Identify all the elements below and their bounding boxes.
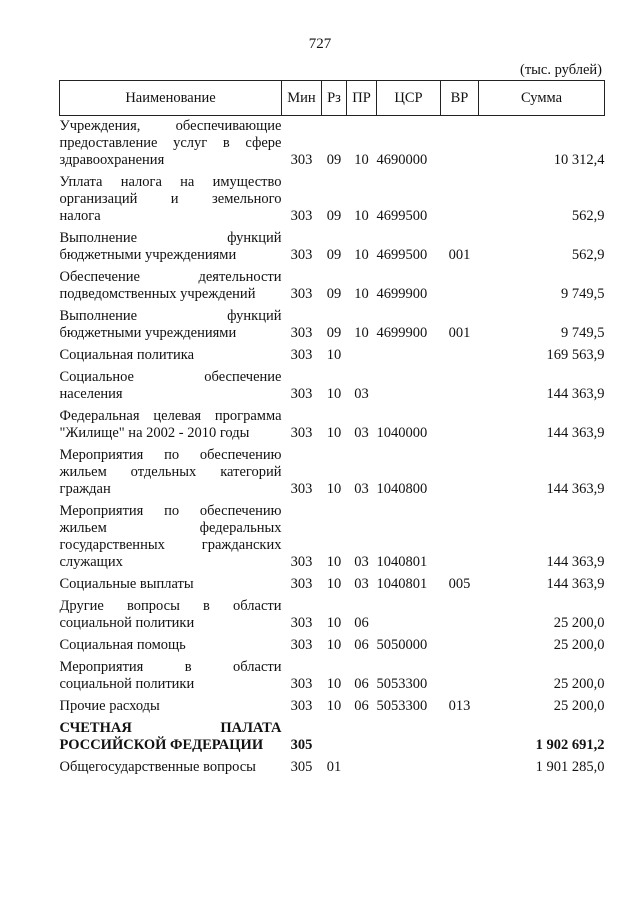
cell-csr [377, 367, 441, 406]
cell-name-line: Социальная помощь [59, 637, 186, 653]
cell-rz: 10 [326, 347, 342, 363]
cell-name [60, 635, 282, 657]
cell-vr [441, 345, 479, 367]
cell-name-line: здравоохранения [59, 152, 165, 168]
cell-name [60, 657, 282, 696]
cell-name-line: жильем федеральных [59, 520, 282, 536]
cell-sum: 169 563,9 [546, 347, 605, 363]
cell-sum: 10 312,4 [553, 152, 605, 168]
cell-name-line: Мероприятия по обеспечению [59, 503, 282, 519]
cell-csr: 5050000 [376, 637, 428, 653]
cell-name [60, 501, 282, 574]
cell-csr [377, 718, 441, 757]
cell-min: 303 [290, 481, 313, 497]
cell-name-line: Прочие расходы [59, 698, 160, 714]
cell-name-line: Мероприятия по обеспечению [59, 447, 282, 463]
cell-csr: 4699900 [376, 286, 428, 302]
cell-name-line: бюджетными учреждениями [59, 325, 237, 341]
cell-sum: 144 363,9 [546, 576, 605, 592]
cell-name [60, 574, 282, 596]
cell-name-line: Социальные выплаты [59, 576, 194, 592]
cell-min: 305 [290, 759, 313, 775]
table-row [60, 306, 605, 345]
cell-vr [441, 596, 479, 635]
cell-pr: 06 [354, 637, 369, 653]
header-vr: ВР [441, 81, 479, 116]
cell-name [60, 267, 282, 306]
cell-csr [377, 596, 441, 635]
cell-name [60, 367, 282, 406]
cell-pr: 03 [354, 386, 369, 402]
cell-sum: 1 902 691,2 [535, 737, 605, 753]
cell-pr: 06 [354, 615, 369, 631]
cell-name-line: Выполнение функций [59, 230, 282, 246]
cell-vr: 005 [448, 576, 471, 592]
table-row [60, 445, 605, 501]
cell-name-line: Обеспечение деятельности [59, 269, 282, 285]
cell-pr: 06 [354, 698, 369, 714]
table-row [60, 635, 605, 657]
cell-csr: 1040801 [376, 554, 428, 570]
cell-pr: 06 [354, 676, 369, 692]
cell-csr [377, 345, 441, 367]
cell-csr: 5053300 [376, 698, 428, 714]
table-row [60, 172, 605, 228]
cell-sum: 9 749,5 [561, 325, 605, 341]
cell-csr: 1040801 [376, 576, 428, 592]
cell-vr: 001 [448, 247, 471, 263]
cell-name-line: Уплата налога на имущество [59, 174, 282, 190]
budget-table [59, 80, 605, 779]
table-row [60, 367, 605, 406]
cell-pr [347, 345, 377, 367]
cell-csr: 4699900 [376, 325, 428, 341]
cell-vr [441, 757, 479, 779]
cell-rz: 09 [326, 325, 342, 341]
cell-rz: 10 [326, 637, 342, 653]
cell-min: 303 [290, 208, 313, 224]
header-rz: Рз [322, 81, 347, 116]
cell-name-line: социальной политики [59, 615, 195, 631]
cell-vr [441, 445, 479, 501]
cell-rz: 10 [326, 554, 342, 570]
cell-name-line: РОССИЙСКОЙ ФЕДЕРАЦИИ [59, 737, 264, 753]
cell-name-line: населения [59, 386, 123, 402]
cell-name [60, 757, 282, 779]
cell-name-line: граждан [59, 481, 111, 497]
cell-min: 303 [290, 637, 313, 653]
cell-pr: 10 [354, 208, 369, 224]
cell-min: 303 [290, 347, 313, 363]
cell-name-line: Выполнение функций [59, 308, 282, 324]
cell-sum: 25 200,0 [553, 676, 605, 692]
header-sum: Сумма [479, 81, 605, 116]
table-row [60, 696, 605, 718]
cell-sum: 25 200,0 [553, 615, 605, 631]
cell-name-line: социальной политики [59, 676, 195, 692]
cell-name [60, 345, 282, 367]
cell-pr: 10 [354, 286, 369, 302]
header-csr: ЦСР [377, 81, 441, 116]
cell-min: 303 [290, 286, 313, 302]
cell-name-line: Федеральная целевая программа [59, 408, 282, 424]
cell-sum: 25 200,0 [553, 698, 605, 714]
cell-vr [441, 635, 479, 657]
cell-sum: 9 749,5 [561, 286, 605, 302]
cell-rz: 10 [326, 481, 342, 497]
cell-rz: 10 [326, 615, 342, 631]
cell-csr: 4690000 [376, 152, 428, 168]
cell-vr [441, 406, 479, 445]
cell-sum: 562,9 [571, 208, 605, 224]
cell-vr: 013 [448, 698, 471, 714]
table-row [60, 718, 605, 757]
cell-min: 303 [290, 615, 313, 631]
cell-name [60, 406, 282, 445]
cell-vr [441, 367, 479, 406]
cell-vr [441, 116, 479, 173]
cell-pr: 03 [354, 576, 369, 592]
table-row [60, 501, 605, 574]
cell-pr: 03 [354, 481, 369, 497]
cell-min: 303 [290, 676, 313, 692]
cell-name-line: Другие вопросы в области [59, 598, 282, 614]
cell-rz [322, 718, 347, 757]
cell-name [60, 596, 282, 635]
cell-pr [347, 718, 377, 757]
header-name: Наименование [60, 81, 282, 116]
cell-sum: 144 363,9 [546, 425, 605, 441]
cell-rz: 10 [326, 698, 342, 714]
cell-sum: 144 363,9 [546, 554, 605, 570]
cell-min: 303 [290, 247, 313, 263]
cell-name-line: организаций и земельного [59, 191, 282, 207]
cell-vr: 001 [448, 325, 471, 341]
cell-name-line: Социальная политика [59, 347, 195, 363]
cell-rz: 09 [326, 247, 342, 263]
cell-name-line: Общегосударственные вопросы [59, 759, 256, 775]
cell-rz: 09 [326, 208, 342, 224]
cell-rz: 10 [326, 676, 342, 692]
cell-name-line: служащих [59, 554, 123, 570]
cell-csr: 4699500 [376, 208, 428, 224]
cell-name-line: Мероприятия в области [59, 659, 282, 675]
cell-name [60, 116, 282, 173]
cell-rz: 09 [326, 152, 342, 168]
table-header-row [60, 81, 605, 116]
cell-name [60, 228, 282, 267]
cell-name-line: жильем отдельных категорий [59, 464, 282, 480]
cell-name-line: предоставление услуг в сфере [59, 135, 282, 151]
cell-name-line: СЧЕТНАЯ ПАЛАТА [59, 720, 282, 736]
table-body [60, 116, 605, 780]
table-row [60, 267, 605, 306]
cell-rz: 10 [326, 386, 342, 402]
cell-name-line: государственных гражданских [59, 537, 282, 553]
cell-name-line: налога [59, 208, 101, 224]
cell-name-line: бюджетными учреждениями [59, 247, 237, 263]
cell-rz: 10 [326, 425, 342, 441]
cell-min: 303 [290, 576, 313, 592]
table-row [60, 228, 605, 267]
cell-sum: 1 901 285,0 [535, 759, 605, 775]
cell-sum: 25 200,0 [553, 637, 605, 653]
cell-csr: 1040000 [376, 425, 428, 441]
header-pr: ПР [347, 81, 377, 116]
cell-name-line: подведомственных учреждений [59, 286, 256, 302]
cell-csr: 4699500 [376, 247, 428, 263]
cell-sum: 562,9 [571, 247, 605, 263]
cell-vr [441, 657, 479, 696]
cell-pr: 10 [354, 247, 369, 263]
cell-name-line: Учреждения, обеспечивающие [59, 118, 282, 134]
cell-csr [377, 757, 441, 779]
cell-pr: 03 [354, 425, 369, 441]
page-number: 727 [308, 36, 332, 52]
cell-min: 303 [290, 425, 313, 441]
cell-pr [347, 757, 377, 779]
cell-csr: 5053300 [376, 676, 428, 692]
table-row [60, 116, 605, 173]
cell-vr [441, 267, 479, 306]
cell-pr: 10 [354, 152, 369, 168]
cell-min: 305 [290, 737, 313, 753]
cell-csr: 1040800 [376, 481, 428, 497]
cell-min: 303 [290, 325, 313, 341]
table-row [60, 657, 605, 696]
cell-rz: 09 [326, 286, 342, 302]
cell-name [60, 696, 282, 718]
table-row [60, 574, 605, 596]
cell-vr [441, 172, 479, 228]
cell-sum: 144 363,9 [546, 481, 605, 497]
table-row [60, 406, 605, 445]
cell-min: 303 [290, 554, 313, 570]
cell-vr [441, 718, 479, 757]
cell-sum: 144 363,9 [546, 386, 605, 402]
cell-min: 303 [290, 698, 313, 714]
cell-min: 303 [290, 152, 313, 168]
table-row [60, 757, 605, 779]
cell-pr: 03 [354, 554, 369, 570]
cell-name-line: Социальное обеспечение [59, 369, 282, 385]
table-row [60, 345, 605, 367]
cell-rz: 01 [326, 759, 342, 775]
cell-name [60, 172, 282, 228]
cell-rz: 10 [326, 576, 342, 592]
cell-name [60, 445, 282, 501]
units-label: (тыс. рублей) [520, 62, 602, 78]
header-min: Мин [282, 81, 322, 116]
cell-min: 303 [290, 386, 313, 402]
cell-name [60, 306, 282, 345]
cell-pr: 10 [354, 325, 369, 341]
cell-vr [441, 501, 479, 574]
cell-name-line: "Жилище" на 2002 - 2010 годы [59, 425, 250, 441]
cell-name [60, 718, 282, 757]
table-row [60, 596, 605, 635]
